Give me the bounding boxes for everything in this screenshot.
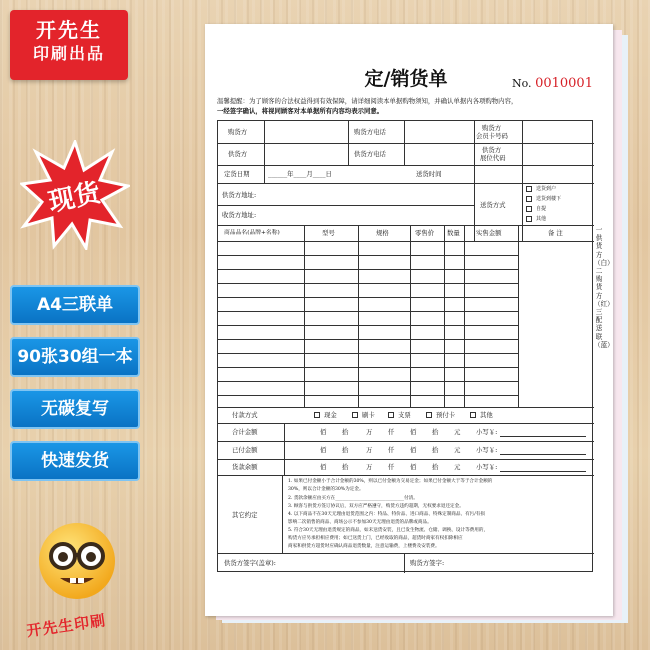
form-number-label: No. bbox=[512, 77, 532, 90]
feature-badge-fast-ship: 快速发货 bbox=[10, 441, 140, 481]
terms-line-9: 商家和供货方超货时应确认商品退货数量，注意运输费，上楼费及安装费。 bbox=[288, 544, 440, 549]
balance-unit-2: 拾 bbox=[342, 463, 349, 471]
payment-prepaid-checkbox[interactable] bbox=[426, 412, 432, 418]
buyer-signature-label: 购货方签字: bbox=[410, 559, 445, 567]
terms-line-1: 1. 如果已付金额小于合计金额的30%，则以已付金额为交易定金；如果已付金额大于等于合计金额的 bbox=[288, 479, 493, 484]
paid-unit-3: 万 bbox=[366, 446, 373, 454]
seller-address-label: 供货方地址: bbox=[222, 191, 257, 199]
delivery-option-checkbox-1[interactable] bbox=[526, 186, 532, 192]
notice-line-2: 一经签字确认，将视同顾客对本单据所有内容均表示同意。 bbox=[217, 107, 384, 115]
delivery-option-4: 其他 bbox=[536, 216, 547, 222]
payment-card-checkbox[interactable] bbox=[352, 412, 358, 418]
payment-option-prepaid: 预付卡 bbox=[436, 411, 456, 419]
delivery-option-3: 自提 bbox=[536, 206, 547, 212]
balance-unit-7: 元 bbox=[454, 463, 461, 471]
delivery-option-checkbox-3[interactable] bbox=[526, 206, 532, 212]
balance-amount-label: 货款余额 bbox=[232, 463, 258, 471]
delivery-option-checkbox-2[interactable] bbox=[526, 196, 532, 202]
paid-small-label: 小写￥: bbox=[476, 446, 498, 454]
total-unit-5: 佰 bbox=[410, 428, 417, 436]
burst-text: 现货 bbox=[46, 177, 104, 219]
item-header-name: 商品品名(品牌+名称) bbox=[224, 230, 280, 236]
buyer-address-label: 收货方地址: bbox=[222, 211, 257, 219]
payment-label: 付款方式 bbox=[232, 411, 258, 419]
total-amount-label: 合计金额 bbox=[232, 428, 258, 436]
terms-line-6: 影响二次销售的商品、商场公示不参加30天无理由退货的品牌或商品。 bbox=[288, 520, 432, 525]
terms-line-4: 3. 顾客与供货方签订协议后，双方应严格遵守，购货方违约超期，无权要求退还定金。 bbox=[288, 504, 464, 509]
balance-unit-3: 万 bbox=[366, 463, 373, 471]
paid-unit-6: 拾 bbox=[432, 446, 439, 454]
brand-line-1: 开先生 bbox=[36, 18, 102, 42]
item-header-spec: 规格 bbox=[376, 229, 389, 237]
item-header-qty: 数量 bbox=[447, 229, 460, 237]
delivery-option-checkbox-4[interactable] bbox=[526, 216, 532, 222]
buyer-phone-label: 购货方电话 bbox=[354, 128, 386, 136]
other-agreement-label: 其它约定 bbox=[232, 511, 258, 519]
total-unit-2: 拾 bbox=[342, 428, 349, 436]
payment-option-other: 其他 bbox=[480, 411, 493, 419]
nerd-face-emoji-icon bbox=[36, 520, 118, 602]
form-title: 定/销货单 bbox=[364, 68, 448, 90]
feature-badge-quantity: 90张30组一本 bbox=[10, 337, 140, 377]
balance-unit-1: 佰 bbox=[320, 463, 327, 471]
delivery-option-2: 送货到楼下 bbox=[536, 196, 562, 202]
paid-unit-7: 元 bbox=[454, 446, 461, 454]
buyer-card-label-2: 会员卡号码 bbox=[476, 132, 508, 140]
seller-code-label-1: 供货方 bbox=[482, 146, 502, 154]
payment-option-card: 刷卡 bbox=[362, 411, 375, 419]
paid-unit-1: 佰 bbox=[320, 446, 327, 454]
form-number bbox=[512, 76, 593, 91]
form-number-value: 0010001 bbox=[535, 76, 593, 91]
terms-line-7: 5. 符合30天无理由退货规定的商品，如未送货安装，且已发生物流、仓储、调换、设计等费用的， bbox=[288, 528, 489, 533]
total-unit-6: 拾 bbox=[432, 428, 439, 436]
seller-code-label-2: 展位代码 bbox=[480, 154, 506, 162]
seller-phone-label: 供货方电话 bbox=[354, 150, 386, 158]
terms-line-3: 2. 货款余额应由买方在______________________________付清。 bbox=[288, 496, 418, 501]
payment-option-check: 支票 bbox=[398, 411, 411, 419]
delivery-mode-label: 送货方式 bbox=[480, 201, 506, 209]
paid-unit-5: 佰 bbox=[410, 446, 417, 454]
seller-label: 供货方 bbox=[228, 150, 248, 158]
order-date-label: 定货日期 bbox=[224, 170, 250, 178]
buyer-label: 购货方 bbox=[228, 128, 248, 136]
feature-badge-a4: A4三联单 bbox=[10, 285, 140, 325]
total-unit-1: 佰 bbox=[320, 428, 327, 436]
terms-line-8: 购货方应另承担相应费用；如已送货上门，已经收取的商品，超货时商家有权扣除相应 bbox=[288, 536, 463, 541]
balance-small-label: 小写￥: bbox=[476, 463, 498, 471]
signature-text: 开先生印刷 bbox=[25, 611, 108, 641]
item-header-remarks: 备 注 bbox=[548, 229, 563, 237]
item-header-price: 零售价 bbox=[415, 229, 435, 237]
in-stock-burst bbox=[20, 140, 130, 250]
item-header-model: 型号 bbox=[322, 229, 335, 237]
delivery-time-label: 送货时间 bbox=[416, 170, 442, 178]
terms-line-5: 4. 以下商品不在30天无理由退货范围之内：特品、特价品、进口商品、特殊定制商品、有污/有损 bbox=[288, 512, 485, 517]
payment-check-checkbox[interactable] bbox=[388, 412, 394, 418]
brand-badge bbox=[10, 10, 128, 80]
delivery-option-1: 送货到户 bbox=[536, 186, 557, 192]
balance-unit-5: 佰 bbox=[410, 463, 417, 471]
balance-unit-6: 拾 bbox=[432, 463, 439, 471]
paid-unit-2: 拾 bbox=[342, 446, 349, 454]
paid-amount-label: 已付金额 bbox=[232, 446, 258, 454]
buyer-card-label-1: 购货方 bbox=[482, 124, 502, 132]
copy-distribution-note: 一供货方（白）二购货方（红）三配送联（蓝） bbox=[594, 226, 614, 349]
total-unit-7: 元 bbox=[454, 428, 461, 436]
notice-line-1: 温馨提醒：为了顾客的合法权益得到有效保障，请详细阅读本单据购物须知，并确认单据内各项购物内容， bbox=[217, 97, 518, 105]
paid-unit-4: 仟 bbox=[388, 446, 395, 454]
balance-unit-4: 仟 bbox=[388, 463, 395, 471]
total-unit-4: 仟 bbox=[388, 428, 395, 436]
total-unit-3: 万 bbox=[366, 428, 373, 436]
order-date-field[interactable]: ______年____月____日 bbox=[268, 170, 332, 178]
feature-badge-carbonless: 无碳复写 bbox=[10, 389, 140, 429]
terms-line-2: 30%，则以合计金额的30%为定金。 bbox=[288, 487, 364, 492]
payment-cash-checkbox[interactable] bbox=[314, 412, 320, 418]
item-header-amount: 实售金额 bbox=[476, 229, 502, 237]
payment-option-cash: 现金 bbox=[324, 411, 337, 419]
brand-line-2: 印刷出品 bbox=[32, 44, 105, 63]
payment-other-checkbox[interactable] bbox=[470, 412, 476, 418]
total-small-label: 小写￥: bbox=[476, 428, 498, 436]
seller-signature-label: 供货方签字(盖章): bbox=[224, 559, 276, 567]
form-notice bbox=[217, 96, 603, 116]
order-form-table bbox=[217, 120, 593, 572]
